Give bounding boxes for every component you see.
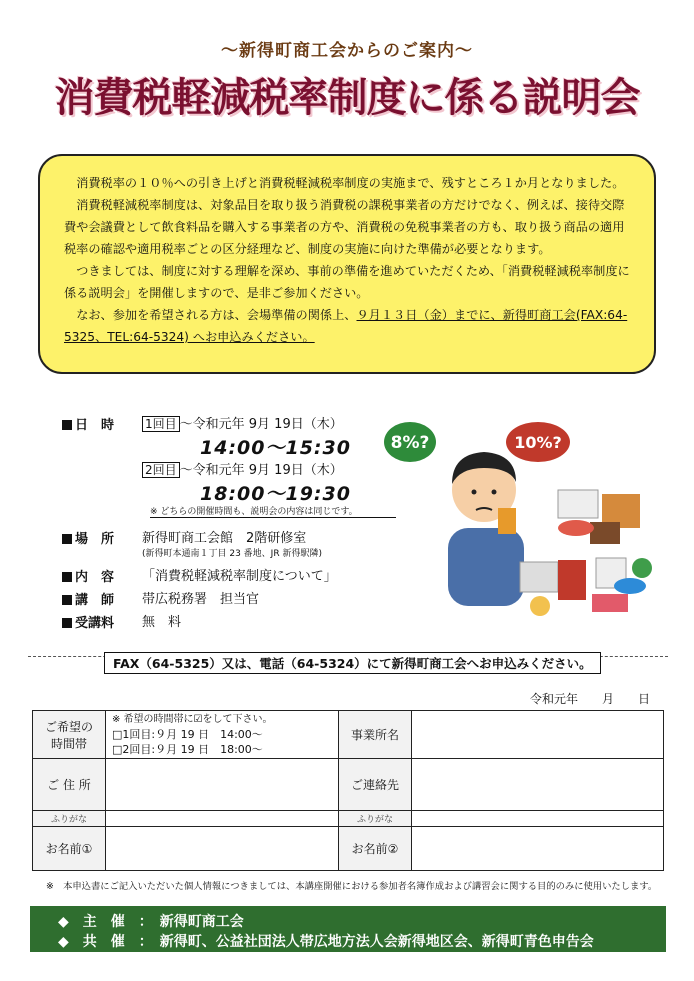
bullet-square-icon (62, 618, 72, 628)
contact-label: ご連絡先 (339, 759, 412, 811)
intro-deadline: ９月１３日（金）までに、新得町商工会(FAX:64-5325、TEL:64-5324) へお申込みください。 (64, 308, 628, 344)
address-field[interactable] (106, 759, 339, 811)
time-option-1[interactable]: □1回目:９月 19 日 14:00～ (112, 728, 263, 741)
fee-value: 無 料 (142, 615, 182, 630)
session2-time: 18:00～19:30 (200, 483, 351, 505)
time-choice-cell[interactable] (106, 711, 339, 759)
bullet-square-icon (62, 595, 72, 605)
session2-date: 2回目 ～令和元年 9月 19日（木） (142, 459, 343, 478)
fries-icon (530, 596, 550, 616)
intro-paragraph-3: つきましては、制度に対する理解を深め、事前の準備を進めていただくため、「消費税軽減税率制度に係る説明会」を開催しますので、是非ご参加ください。 (64, 264, 630, 300)
place-subtext: (新得町本通南１丁目 23 番地、JR 新得駅隣) (142, 549, 322, 559)
name2-label: お名前② (339, 827, 412, 871)
place-label: 場 所 (62, 528, 114, 547)
session1-tag: 1回目 (142, 416, 180, 432)
bullet-square-icon (62, 420, 72, 430)
time-label: ご希望の 時間帯 (33, 711, 106, 759)
vegetable-icon (632, 558, 652, 578)
header-subtitle: ～新得町商工会からのご案内～ (221, 41, 473, 61)
name2-field[interactable] (412, 827, 664, 871)
session1-time: 14:00～15:30 (200, 437, 351, 459)
product-in-hand-icon (498, 508, 516, 534)
address-label: ご 住 所 (33, 759, 106, 811)
sausage-icon (558, 520, 594, 536)
intro-box (38, 154, 656, 374)
intro-paragraph-4-a: なお、参加を希望される方は、会場準備の関係上、 (76, 308, 357, 322)
content-label: 内 容 (62, 566, 114, 585)
meat-icon (592, 594, 628, 612)
confused-man-illustration (380, 410, 660, 640)
place-value: 新得町商工会館 2階研修室 (142, 531, 307, 546)
bullet-square-icon (62, 572, 72, 582)
bullet-square-icon (62, 534, 72, 544)
bento-icon (558, 490, 598, 518)
furigana-label-2: ふりがな (339, 811, 412, 827)
name1-label: お名前① (33, 827, 106, 871)
same-content-note: ※ どちらの開催時間も、説明会の内容は同じです。 (150, 504, 396, 518)
intro-paragraph-1: 消費税率の１０％への引き上げと消費税軽減税率制度の実施まで、残すところ１か月となりました。 (76, 176, 625, 190)
cohost-line: ◆ 共 催 ： 新得町、公益社団法人帯広地方法人会新得地区会、新得町青色申告会 (58, 934, 594, 950)
host-line: ◆ 主 催 ： 新得町商工会 (58, 914, 244, 930)
fish-icon (614, 578, 646, 594)
furigana-label-1: ふりがな (33, 811, 106, 827)
fee-label: 受講料 (62, 612, 114, 631)
name1-field[interactable] (106, 827, 339, 871)
fax-instruction: FAX（64-5325）又は、電話（64-5324）にて新得町商工会へお申込みください。 (104, 652, 601, 674)
time-option-2[interactable]: □2回目:９月 19 日 18:00～ (112, 743, 263, 756)
man-body-icon (448, 528, 524, 606)
svg-text:8%?: 8%? (390, 433, 430, 453)
svg-text:10%?: 10%? (514, 433, 562, 452)
session2-tag: 2回目 (142, 462, 180, 478)
intro-paragraph-4 (64, 304, 632, 348)
contact-field[interactable] (412, 759, 664, 811)
office-field[interactable] (412, 711, 664, 759)
lecturer-value: 帯広税務署 担当官 (142, 592, 260, 607)
lecturer-label: 講 師 (62, 589, 114, 608)
session1-date: 1回目 ～令和元年 9月 19日（木） (142, 413, 343, 432)
date-label: 日 時 (62, 414, 114, 433)
furigana-field-1[interactable] (106, 811, 339, 827)
privacy-note: ※ 本申込書にご記入いただいた個人情報につきましては、本講座開催における参加者名簿作成および講習会に関する目的のみに使用いたします。 (46, 881, 658, 892)
furigana-field-2[interactable] (412, 811, 664, 827)
application-form (32, 710, 664, 871)
office-label: 事業所名 (339, 711, 412, 759)
page-title: 消費税軽減税率制度に係る説明会 (54, 75, 640, 121)
fast-food-icon (520, 562, 558, 592)
content-value: 「消費税軽減税率制度について」 (142, 569, 337, 584)
footer-bar (30, 906, 666, 952)
intro-paragraph-2: 消費税軽減税率制度は、対象品目を取り扱う消費税の課税事業者の方だけでなく、例えば、接待交際費や会議費として飲食料品を購入する事業者の方や、消費税の免税事業者の方も、取り扱う商品の適用税率の確認や適用税率ごとの区分経理など、制度の実施に向けた準備が必要となります。 (64, 198, 625, 256)
time-note: ※ 希望の時間帯に☑をして下さい。 (112, 714, 273, 725)
form-date: 令和元年 月 日 (530, 692, 651, 706)
